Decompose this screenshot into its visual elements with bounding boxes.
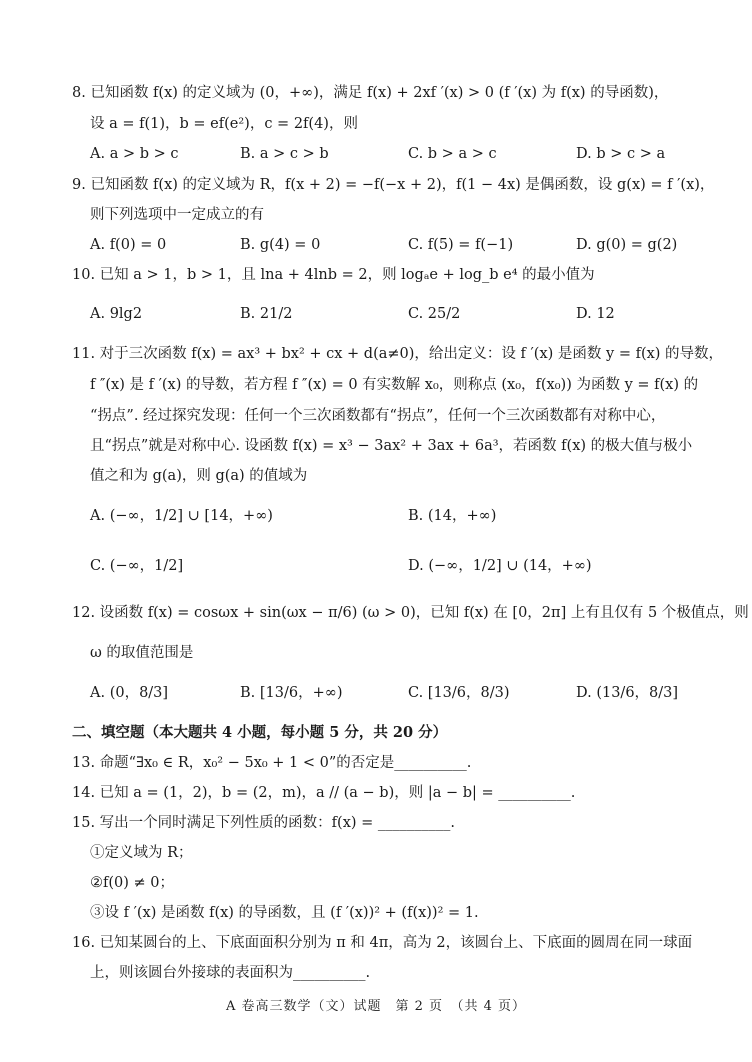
q9-line2: 则下列选项中一定成立的有 bbox=[90, 207, 264, 223]
q12-option-d: D. (13/6，8/3] bbox=[576, 685, 679, 701]
q11-line3: “拐点”. 经过探究发现：任何一个三次函数都有“拐点”，任何一个三次函数都有对称中心， bbox=[90, 408, 666, 424]
q10-options bbox=[90, 303, 700, 325]
q12-line2: ω 的取值范围是 bbox=[90, 645, 194, 661]
q11-line1: 11. 对于三次函数 f(x) = ax³ + bx² + cx + d(a≠0)，给出定义：设 f ′(x) 是函数 y = f(x) 的导数， bbox=[72, 346, 724, 362]
q12-options bbox=[90, 682, 700, 704]
q11-line2: f ″(x) 是 f ′(x) 的导数，若方程 f ″(x) = 0 有实数解 x₀，则称点 (x₀，f(x₀)) 为函数 y = f(x) 的 bbox=[90, 377, 699, 393]
q8-line1: 8. 已知函数 f(x) 的定义域为 (0，+∞)，满足 f(x) + 2xf ′(x) > 0 (f ′(x) 为 f(x) 的导函数)， bbox=[72, 85, 669, 101]
q10-option-a: A. 9lg2 bbox=[90, 306, 143, 322]
q10-option-b: B. 21/2 bbox=[240, 306, 293, 322]
q11-option-c: C. (−∞，1/2] bbox=[90, 558, 184, 574]
q11-option-d: D. (−∞，1/2] ∪ (14，+∞) bbox=[408, 558, 592, 574]
q15-condition-3: ③设 f ′(x) 是函数 f(x) 的导函数，且 (f ′(x))² + (f(x))² = 1. bbox=[90, 905, 479, 921]
q9-option-c: C. f(5) = f(−1) bbox=[408, 237, 514, 253]
section-2-heading: 二、填空题（本大题共 4 小题，每小题 5 分，共 20 分） bbox=[72, 724, 448, 741]
q12-option-b: B. [13/6，+∞) bbox=[240, 685, 343, 701]
q11-line4: 且“拐点”就是对称中心. 设函数 f(x) = x³ − 3ax² + 3ax + 6a³，若函数 f(x) 的极大值与极小 bbox=[90, 438, 693, 454]
page-footer: A 卷高三数学（文）试题 第 2 页 （共 4 页） bbox=[225, 999, 527, 1014]
q10-option-c: C. 25/2 bbox=[408, 306, 461, 322]
q8-options bbox=[90, 143, 700, 165]
q12-option-a: A. (0，8/3] bbox=[90, 685, 169, 701]
q11-line5: 值之和为 g(a)，则 g(a) 的值域为 bbox=[90, 468, 308, 484]
q8-option-b: B. a > c > b bbox=[240, 146, 329, 162]
q8-option-c: C. b > a > c bbox=[408, 146, 497, 162]
q12-option-c: C. [13/6，8/3) bbox=[408, 685, 510, 701]
q8-option-d: D. b > c > a bbox=[576, 146, 666, 162]
q9-option-d: D. g(0) = g(2) bbox=[576, 237, 678, 253]
q13: 13. 命题“∃x₀ ∈ R，x₀² − 5x₀ + 1 < 0”的否定是__________. bbox=[72, 755, 472, 771]
q12-line1: 12. 设函数 f(x) = cosωx + sin(ωx − π/6) (ω > 0)，已知 f(x) 在 [0，2π] 上有且仅有 5 个极值点，则 bbox=[72, 605, 749, 621]
q15-line1: 15. 写出一个同时满足下列性质的函数：f(x) = __________. bbox=[72, 815, 456, 831]
q9-option-a: A. f(0) = 0 bbox=[90, 237, 167, 253]
q14: 14. 已知 a = (1，2)，b = (2，m)，a // (a − b)，则 |a − b| = __________. bbox=[72, 785, 576, 801]
q11-option-a: A. (−∞，1/2] ∪ [14，+∞) bbox=[90, 508, 273, 524]
q11-option-b: B. (14，+∞) bbox=[408, 508, 497, 524]
q8-option-a: A. a > b > c bbox=[90, 146, 179, 162]
q15-condition-2: ②f(0) ≠ 0； bbox=[90, 875, 174, 891]
q10-line1: 10. 已知 a > 1，b > 1，且 lna + 4lnb = 2，则 logₐe + log_b e⁴ 的最小值为 bbox=[72, 267, 595, 283]
q16-line2: 上，则该圆台外接球的表面积为__________. bbox=[90, 965, 371, 981]
q16-line1: 16. 已知某圆台的上、下底面面积分别为 π 和 4π，高为 2，该圆台上、下底面的圆周在同一球面 bbox=[72, 935, 693, 951]
q9-options bbox=[90, 234, 700, 256]
q10-option-d: D. 12 bbox=[576, 306, 615, 322]
q8-line2: 设 a = f(1)，b = ef(e²)，c = 2f(4)，则 bbox=[90, 116, 358, 132]
q9-option-b: B. g(4) = 0 bbox=[240, 237, 321, 253]
q9-line1: 9. 已知函数 f(x) 的定义域为 R，f(x + 2) = −f(−x + 2)，f(1 − 4x) 是偶函数，设 g(x) = f ′(x)， bbox=[72, 177, 715, 193]
q15-condition-1: ①定义域为 R； bbox=[90, 845, 193, 861]
